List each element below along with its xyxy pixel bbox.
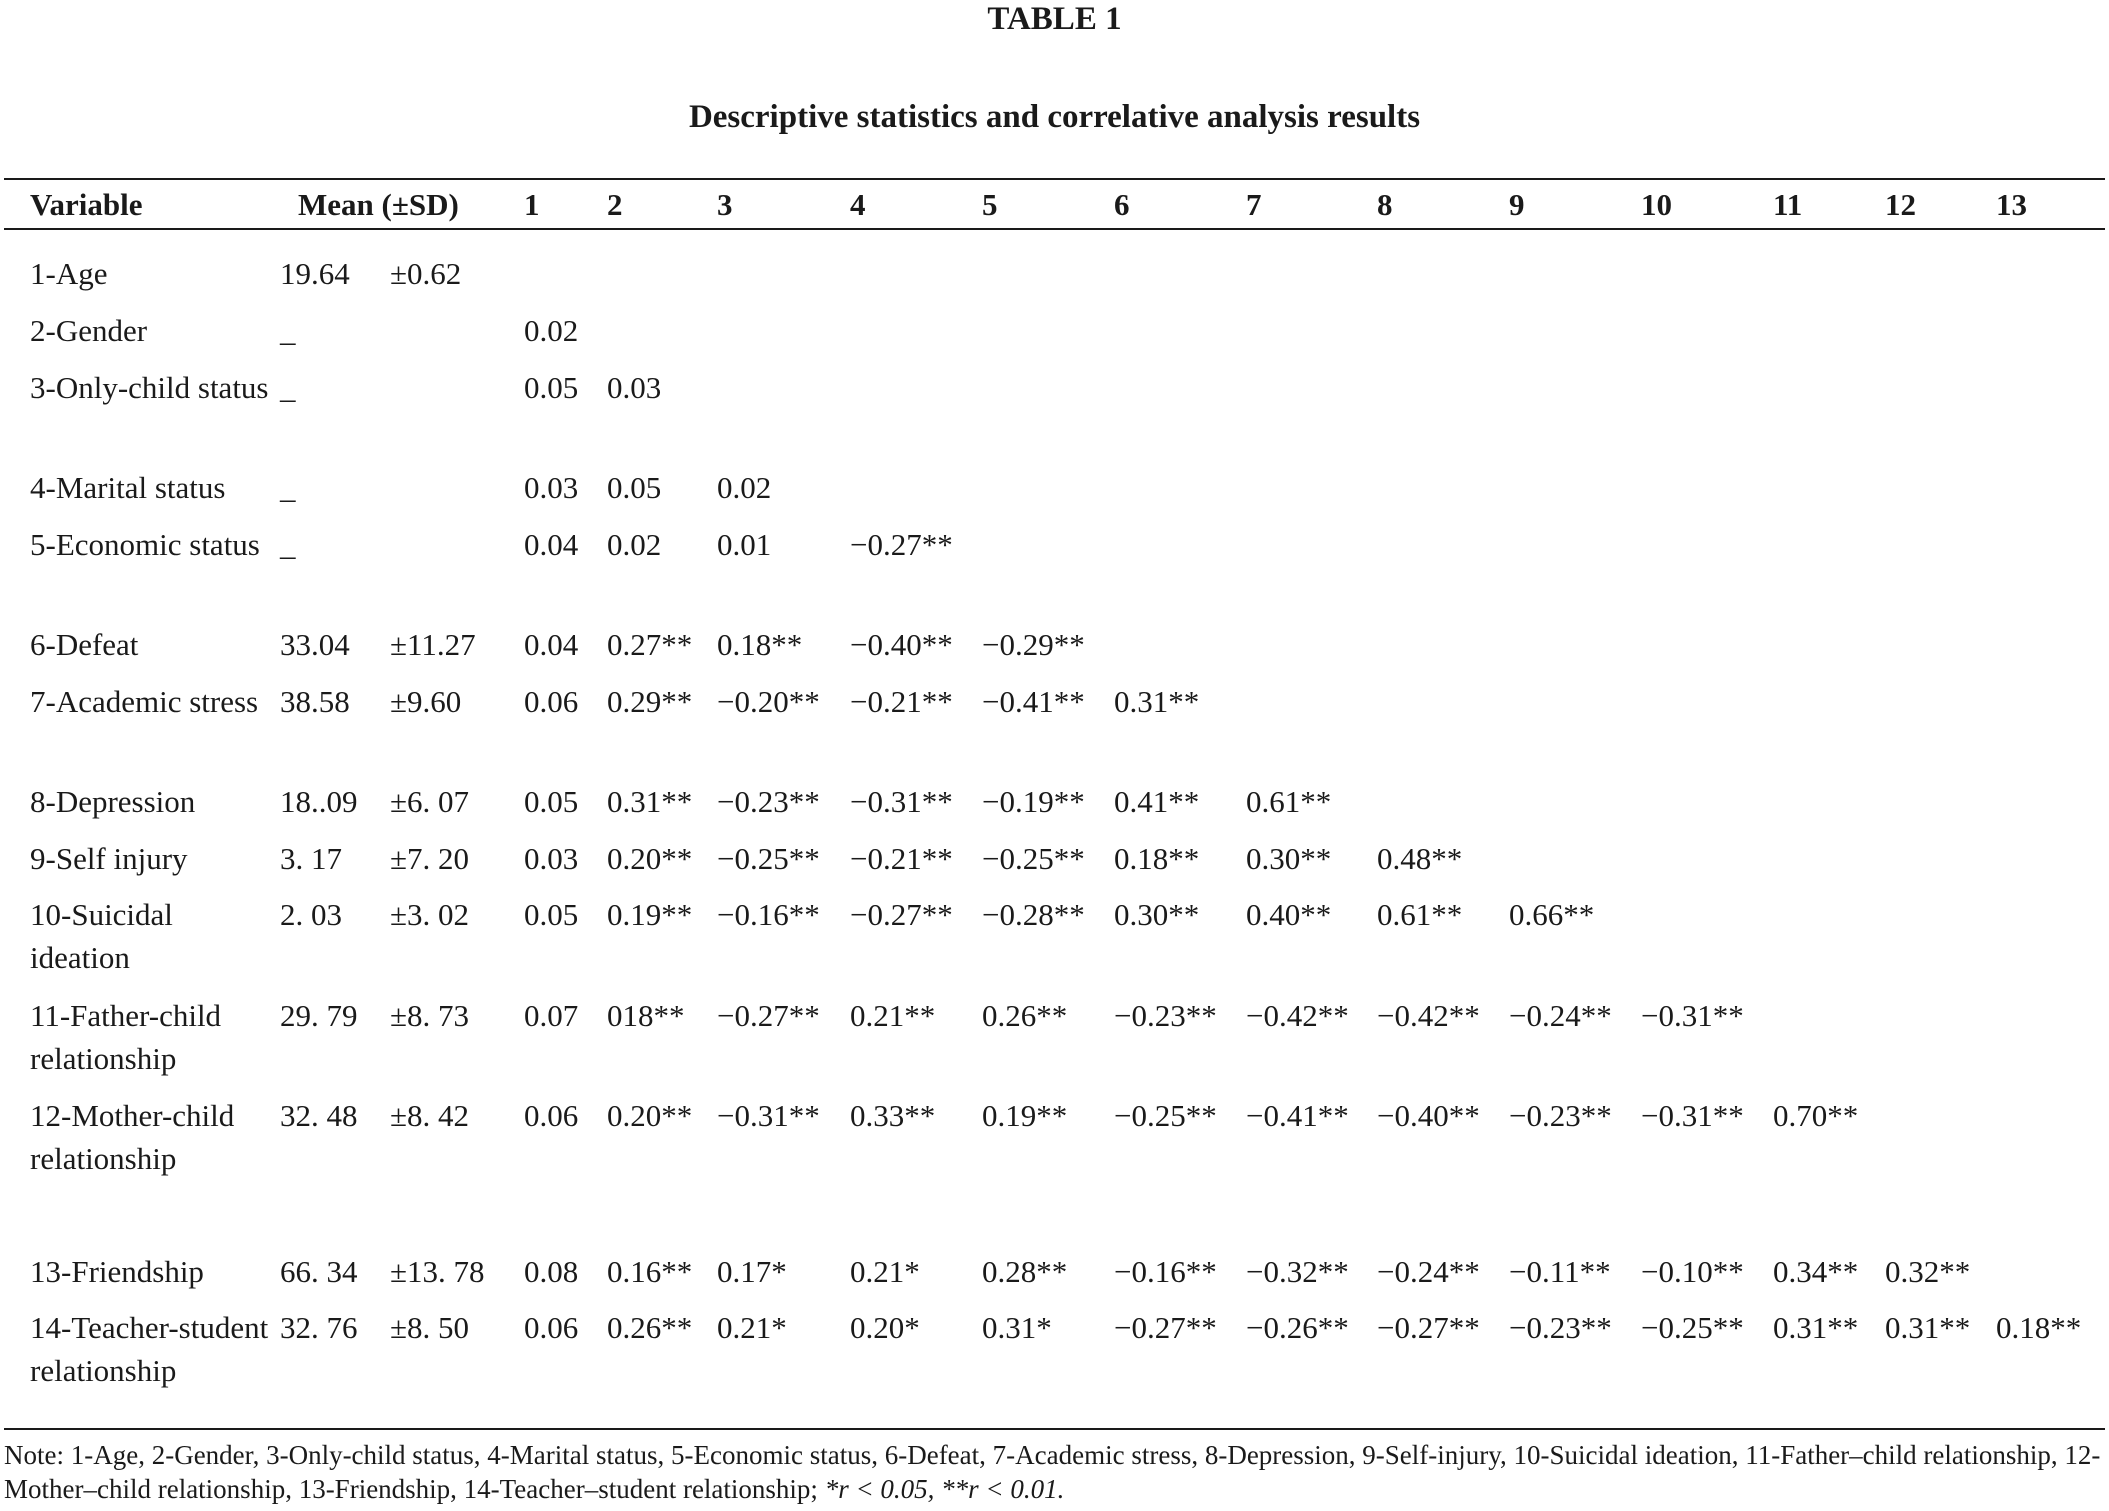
header-mean-sd: Mean (±SD): [298, 187, 459, 222]
row-correlation-col-3: −0.16**: [717, 897, 820, 932]
row-correlation-col-5: 0.26**: [982, 998, 1068, 1033]
row-mean: 33.04: [280, 627, 350, 662]
row-correlation-col-3: 0.02: [717, 470, 772, 505]
row-correlation-col-1: 0.03: [524, 841, 579, 876]
row-variable: 2-Gender: [30, 313, 148, 348]
row-correlation-col-9: 0.66**: [1509, 897, 1595, 932]
row-sd: ±8. 50: [390, 1310, 470, 1345]
table-caption: Descriptive statistics and correlative analysis results: [688, 99, 1421, 135]
row-correlation-col-5: −0.41**: [982, 684, 1085, 719]
row-correlation-col-4: −0.31**: [850, 784, 953, 819]
row-mean: 66. 34: [280, 1254, 358, 1289]
row-mean: 32. 76: [280, 1310, 358, 1345]
row-sd: ±6. 07: [390, 784, 470, 819]
row-correlation-col-8: −0.27**: [1377, 1310, 1480, 1345]
row-mean: 3. 17: [280, 841, 342, 876]
row-correlation-col-7: −0.41**: [1246, 1098, 1349, 1133]
row-correlation-col-1: 0.04: [524, 627, 579, 662]
row-correlation-col-5: −0.28**: [982, 897, 1085, 932]
row-variable: 11-Father-child relationship: [30, 998, 222, 1076]
row-correlation-col-1: 0.06: [524, 684, 579, 719]
row-variable: 8-Depression: [30, 784, 196, 819]
header-col-12: 12: [1885, 187, 1916, 222]
row-sd: ±3. 02: [390, 897, 470, 932]
row-correlation-col-7: 0.30**: [1246, 841, 1332, 876]
row-variable: 14-Teacher-student relationship: [30, 1310, 269, 1388]
header-col-1: 1: [524, 187, 540, 222]
row-correlation-col-1: 0.05: [524, 897, 579, 932]
row-correlation-col-7: 0.61**: [1246, 784, 1332, 819]
row-sd: ±8. 42: [390, 1098, 470, 1133]
header-col-3: 3: [717, 187, 733, 222]
row-correlation-col-3: −0.31**: [717, 1098, 820, 1133]
row-correlation-col-3: −0.23**: [717, 784, 820, 819]
row-mean: 2. 03: [280, 897, 342, 932]
row-correlation-col-12: 0.32**: [1885, 1254, 1971, 1289]
row-correlation-col-3: −0.27**: [717, 998, 820, 1033]
row-correlation-col-5: −0.29**: [982, 627, 1085, 662]
header-col-7: 7: [1246, 187, 1262, 222]
header-col-9: 9: [1509, 187, 1525, 222]
row-correlation-col-2: 0.31**: [607, 784, 693, 819]
row-correlation-col-2: 0.20**: [607, 1098, 693, 1133]
row-mean: _: [280, 470, 296, 505]
row-correlation-col-2: 0.03: [607, 370, 662, 405]
row-sd: ±7. 20: [390, 841, 470, 876]
row-correlation-col-1: 0.05: [524, 784, 579, 819]
row-correlation-col-4: −0.27**: [850, 897, 953, 932]
row-correlation-col-8: 0.48**: [1377, 841, 1463, 876]
row-correlation-col-6: 0.18**: [1114, 841, 1200, 876]
row-correlation-col-6: −0.23**: [1114, 998, 1217, 1033]
row-sd: ±13. 78: [390, 1254, 485, 1289]
row-correlation-col-1: 0.05: [524, 370, 579, 405]
row-mean: 18..09: [280, 784, 358, 819]
header-col-5: 5: [982, 187, 998, 222]
row-correlation-col-1: 0.07: [524, 998, 579, 1033]
row-correlation-col-4: −0.21**: [850, 684, 953, 719]
row-correlation-col-2: 0.27**: [607, 627, 693, 662]
table-label: TABLE 1: [987, 1, 1122, 37]
row-sd: ±0.62: [390, 256, 462, 291]
row-mean: _: [280, 370, 296, 405]
row-correlation-col-9: −0.11**: [1509, 1254, 1611, 1289]
row-mean: 38.58: [280, 684, 350, 719]
row-correlation-col-1: 0.04: [524, 527, 579, 562]
row-correlation-col-5: −0.19**: [982, 784, 1085, 819]
row-correlation-col-7: −0.26**: [1246, 1310, 1349, 1345]
row-correlation-col-7: 0.40**: [1246, 897, 1332, 932]
row-correlation-col-2: 018**: [607, 998, 685, 1033]
row-variable: 10-Suicidal ideation: [30, 897, 173, 975]
header-col-10: 10: [1641, 187, 1672, 222]
row-correlation-col-1: 0.02: [524, 313, 579, 348]
row-variable: 6-Defeat: [30, 627, 139, 662]
row-sd: ±9.60: [390, 684, 462, 719]
note-text: Note: 1-Age, 2-Gender, 3-Only-child status, 4-Marital status, 5-Economic status, 6-Defeat, 7-Academic stress, 8-Depression, 9-Self-injury, 10-Suicidal ideation, 11-Father–child relationship, 12-Mother–child relationship, 13-Friendship, 14-Teacher–student relationship;: [4, 1440, 2101, 1504]
row-correlation-col-5: 0.28**: [982, 1254, 1068, 1289]
row-correlation-col-1: 0.06: [524, 1310, 579, 1345]
row-correlation-col-2: 0.19**: [607, 897, 693, 932]
row-correlation-col-4: −0.27**: [850, 527, 953, 562]
row-correlation-col-6: −0.25**: [1114, 1098, 1217, 1133]
bottom-rule: [4, 1428, 2105, 1430]
row-correlation-col-6: 0.31**: [1114, 684, 1200, 719]
row-variable: 1-Age: [30, 256, 108, 291]
row-correlation-col-8: −0.40**: [1377, 1098, 1480, 1133]
row-correlation-col-7: −0.32**: [1246, 1254, 1349, 1289]
row-correlation-col-4: −0.40**: [850, 627, 953, 662]
row-correlation-col-7: −0.42**: [1246, 998, 1349, 1033]
row-correlation-col-10: −0.10**: [1641, 1254, 1744, 1289]
row-variable: 9-Self injury: [30, 841, 188, 876]
row-correlation-col-10: −0.25**: [1641, 1310, 1744, 1345]
row-correlation-col-2: 0.20**: [607, 841, 693, 876]
row-correlation-col-2: 0.02: [607, 527, 662, 562]
row-correlation-col-9: −0.23**: [1509, 1310, 1612, 1345]
row-correlation-col-9: −0.24**: [1509, 998, 1612, 1033]
row-correlation-col-4: −0.21**: [850, 841, 953, 876]
row-correlation-col-1: 0.08: [524, 1254, 579, 1289]
header-col-8: 8: [1377, 187, 1393, 222]
header-col-2: 2: [607, 187, 623, 222]
row-correlation-col-4: 0.21*: [850, 1254, 920, 1289]
row-correlation-col-3: −0.20**: [717, 684, 820, 719]
row-mean: 19.64: [280, 256, 350, 291]
row-correlation-col-3: −0.25**: [717, 841, 820, 876]
row-correlation-col-11: 0.34**: [1773, 1254, 1859, 1289]
row-variable: 5-Economic status: [30, 527, 260, 562]
row-variable: 4-Marital status: [30, 470, 226, 505]
header-col-11: 11: [1773, 187, 1803, 222]
header-col-13: 13: [1996, 187, 2027, 222]
row-correlation-col-6: 0.41**: [1114, 784, 1200, 819]
row-correlation-col-12: 0.31**: [1885, 1310, 1971, 1345]
row-variable: 12-Mother-child relationship: [30, 1098, 235, 1176]
row-correlation-col-2: 0.26**: [607, 1310, 693, 1345]
row-correlation-col-13: 0.18**: [1996, 1310, 2082, 1345]
row-variable: 13-Friendship: [30, 1254, 204, 1289]
note-significance: *r < 0.05, **r < 0.01.: [824, 1474, 1065, 1504]
row-correlation-col-6: −0.27**: [1114, 1310, 1217, 1345]
row-mean: _: [280, 313, 296, 348]
row-correlation-col-4: 0.21**: [850, 998, 936, 1033]
row-correlation-col-9: −0.23**: [1509, 1098, 1612, 1133]
row-correlation-col-5: −0.25**: [982, 841, 1085, 876]
row-correlation-col-11: 0.31**: [1773, 1310, 1859, 1345]
row-correlation-col-8: −0.42**: [1377, 998, 1480, 1033]
row-correlation-col-3: 0.18**: [717, 627, 803, 662]
row-correlation-col-3: 0.17*: [717, 1254, 787, 1289]
row-correlation-col-5: 0.19**: [982, 1098, 1068, 1133]
row-correlation-col-1: 0.06: [524, 1098, 579, 1133]
row-correlation-col-6: −0.16**: [1114, 1254, 1217, 1289]
row-mean: 29. 79: [280, 998, 358, 1033]
header-col-4: 4: [850, 187, 866, 222]
row-correlation-col-2: 0.29**: [607, 684, 693, 719]
row-correlation-col-8: −0.24**: [1377, 1254, 1480, 1289]
row-correlation-col-6: 0.30**: [1114, 897, 1200, 932]
row-variable: 7-Academic stress: [30, 684, 259, 719]
row-correlation-col-3: 0.21*: [717, 1310, 787, 1345]
row-sd: ±8. 73: [390, 998, 470, 1033]
table-note: [4, 1438, 2104, 1506]
row-correlation-col-4: 0.20*: [850, 1310, 920, 1345]
row-sd: ±11.27: [390, 627, 476, 662]
row-variable: 3-Only-child status: [30, 370, 269, 405]
row-correlation-col-2: 0.05: [607, 470, 662, 505]
row-correlation-col-2: 0.16**: [607, 1254, 693, 1289]
row-correlation-col-3: 0.01: [717, 527, 772, 562]
row-correlation-col-1: 0.03: [524, 470, 579, 505]
row-correlation-col-4: 0.33**: [850, 1098, 936, 1133]
row-mean: 32. 48: [280, 1098, 358, 1133]
header-variable: Variable: [30, 187, 143, 222]
row-correlation-col-10: −0.31**: [1641, 998, 1744, 1033]
row-correlation-col-8: 0.61**: [1377, 897, 1463, 932]
header-col-6: 6: [1114, 187, 1130, 222]
row-correlation-col-10: −0.31**: [1641, 1098, 1744, 1133]
row-correlation-col-11: 0.70**: [1773, 1098, 1859, 1133]
row-correlation-col-5: 0.31*: [982, 1310, 1052, 1345]
row-mean: _: [280, 527, 296, 562]
